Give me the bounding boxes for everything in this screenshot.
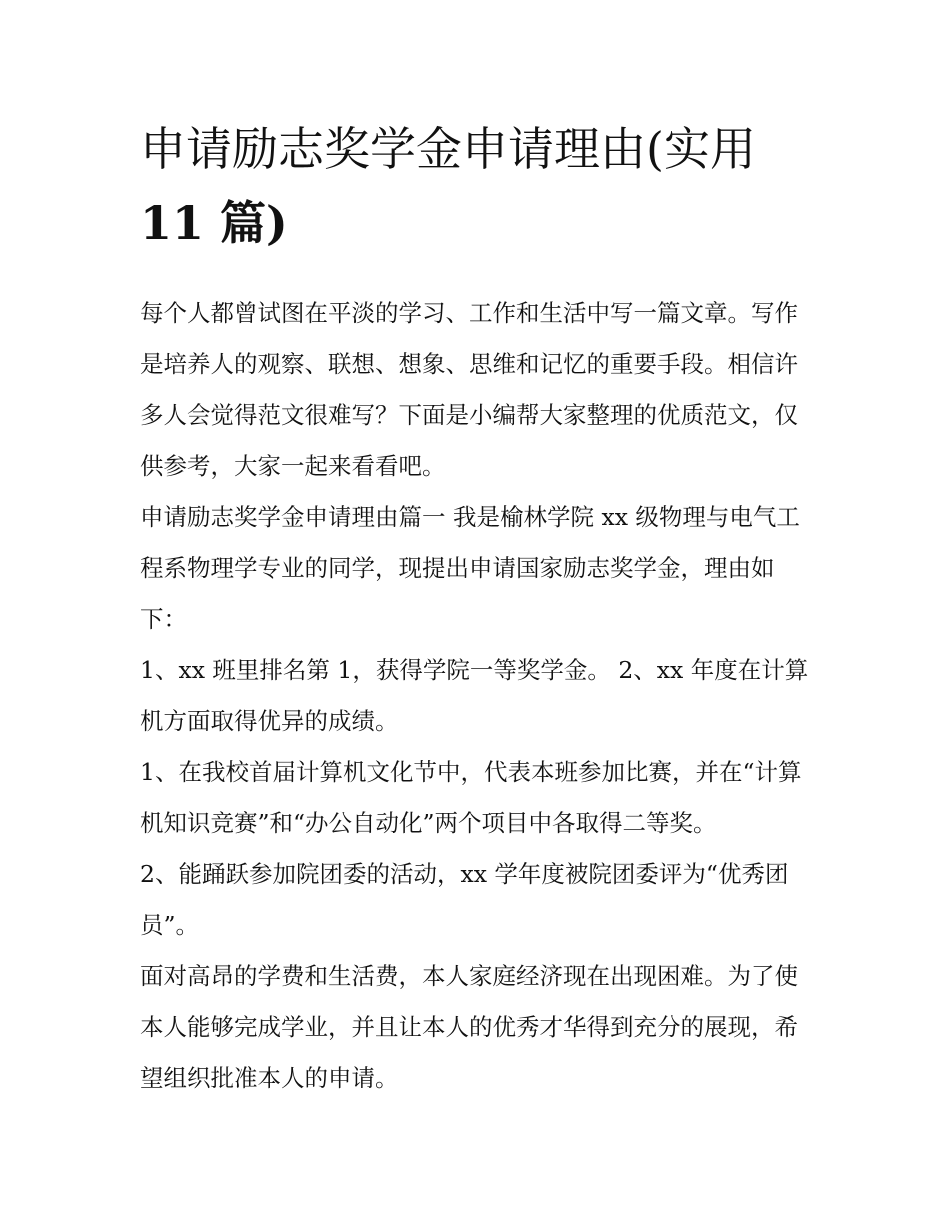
document-body: [140, 112, 812, 1104]
document-title: [140, 112, 812, 260]
achievement-paragraph-3: 2、能踊跃参加院团委的活动，xx 学年度被院团委评为“优秀团员”。: [140, 860, 789, 939]
title-main: 申请励志奖学金申请理由(实用: [140, 122, 756, 176]
application-paragraph: 申请励志奖学金申请理由篇一 我是榆林学院 xx 级物理与电气工程系物理学专业的同学，现提出申请国家励志奖学金，理由如下：: [140, 503, 800, 633]
achievement-paragraph-2: 1、在我校首届计算机文化节中，代表本班参加比赛，并在“计算机知识竞赛”和“办公自动化”两个项目中各取得二等奖。: [140, 758, 802, 837]
conclusion-paragraph: 面对高昂的学费和生活费，本人家庭经济现在出现困难。为了使本人能够完成学业，并且让本人的优秀才华得到充分的展现，希望组织批准本人的申请。: [140, 962, 798, 1092]
achievement-paragraph-1: 1、xx 班里排名第 1，获得学院一等奖学金。 2、xx 年度在计算机方面取得优异的成绩。: [140, 656, 809, 735]
intro-paragraph: 每个人都曾试图在平淡的学习、工作和生活中写一篇文章。写作是培养人的观察、联想、想象、思维和记忆的重要手段。相信许多人会觉得范文很难写？下面是小编帮大家整理的优质范文，仅供参考，大家一起来看看吧。: [140, 299, 798, 480]
title-number: 11: [140, 196, 205, 250]
title-tail: 篇): [204, 196, 288, 250]
